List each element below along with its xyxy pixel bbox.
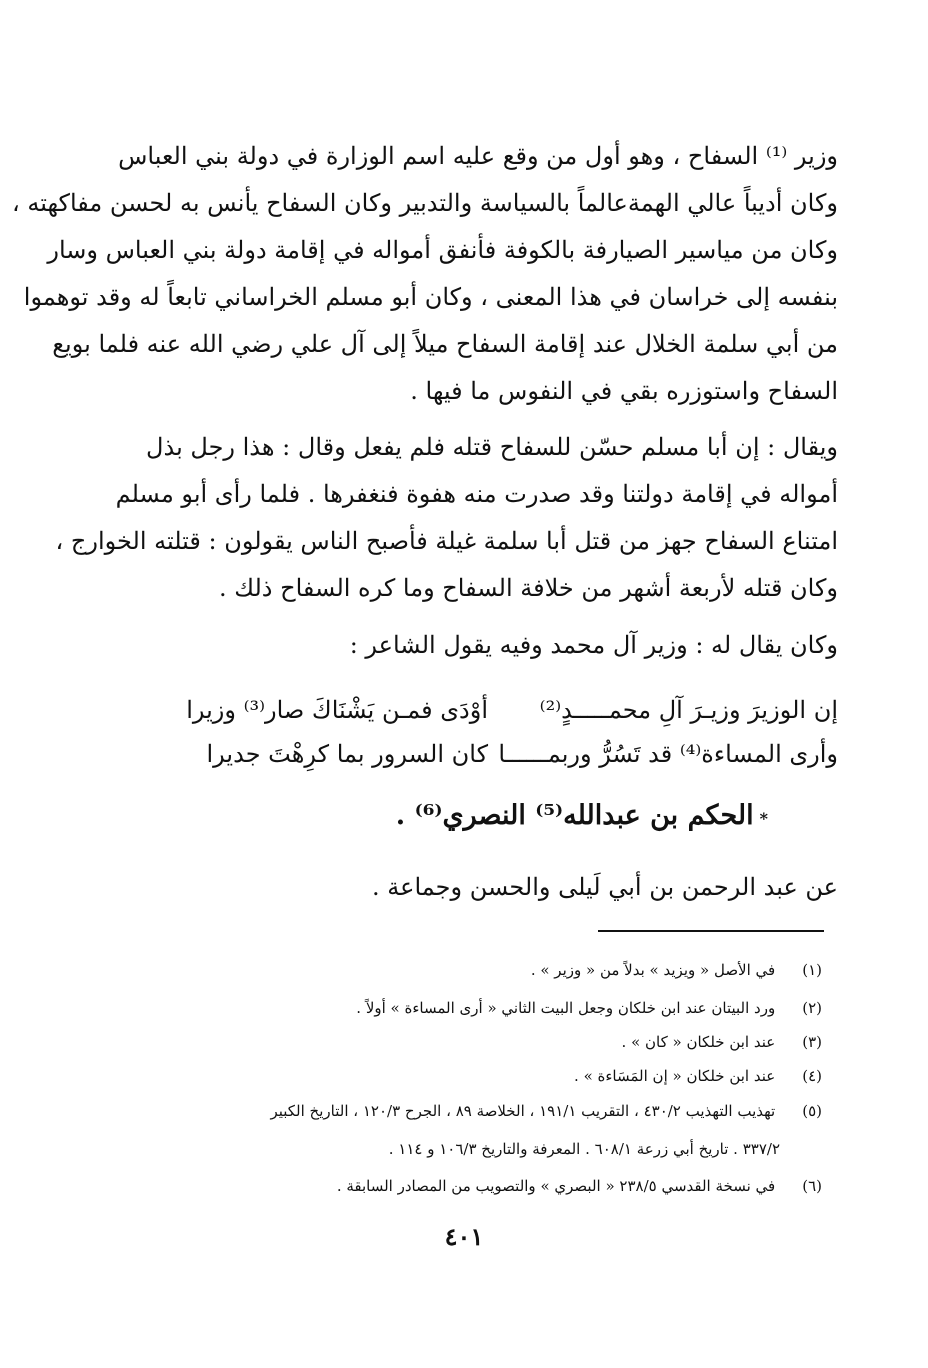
footnote [158,995,822,1021]
footnote-number: (٢) [802,999,822,1017]
entry-star: * [759,809,768,828]
poem [158,696,838,780]
footnote-text: تهذيب التهذيب ٤٣٠/٢ ، التقريب ١٩١/١ ، الخلاصة ٨٩ ، الجرح ١٢٠/٣ ، التاريخ الكبير [270,1102,776,1120]
text-line: أمواله في إقامة دولتنا وقد صدرت منه هفوة فنغفرها . فلما رأى أبو مسلم [115,480,838,508]
footnote-number: (٣) [802,1033,822,1051]
text-line: وكان أديباً عالي الهمةعالماً بالسياسة والتدبير وكان السفاح يأنس به لحسن مفاكهته ، [11,189,838,217]
text-line: عن عبد الرحمن بن أبي لَيلى والحسن وجماعة . [372,873,838,901]
text-line: ويقال : إن أبا مسلم حسّن للسفاح قتله فلم يفعل وقال : هذا رجل بذل [146,433,838,461]
poem-hemistich-second: كان السرور بما كرِهْتَ جديرا [206,740,488,768]
footnote-number: (١) [802,961,822,979]
entry-title: الحكم بن عبدالله⁽⁵⁾ النصري⁽⁶⁾ . [395,800,754,831]
text-line: وكان يقال له : وزير آل محمد وفيه يقول الشاعر : [349,631,838,659]
poem-hemistich-first: وأرى المساءة⁽⁴⁾ قد تَسُرُّ وربمــــــا [498,740,838,768]
footnote-continuation: ٣٣٧/٢ . تاريخ أبي زرعة ٦٠٨/١ . المعرفة والتاريخ ١٠٦/٣ و ١١٤ . [388,1140,780,1158]
paragraph-1 [11,133,838,415]
poem-hemistich-second: أوْدَى فمـن يَشْنَاكَ صار⁽³⁾ وزيرا [186,696,488,724]
footnote [158,1098,822,1124]
footnote [158,1173,822,1199]
text-line: وكان قتله لأربعة أشهر من خلافة السفاح وما كره السفاح ذلك . [218,574,838,602]
footnote-text: في الأصل « ويزيد » بدلاً من « وزير » . [530,961,776,979]
footnote [158,1029,822,1055]
poem-hemistich-first: إن الوزيرَ وزيـرَ آلِ محمـــــدٍ⁽²⁾ [539,696,838,724]
text-line: السفاح واستوزره بقي في النفوس ما فيها . [410,377,838,405]
entry-line [158,864,838,911]
text-line: وزير ⁽¹⁾ السفاح ، وهو أول من وقع عليه اسم الوزارة في دولة بني العباس [118,142,838,170]
footnote-text: عند ابن خلكان « كان » . [621,1033,776,1051]
footnote-number: (٤) [802,1067,822,1085]
footnote-text: في نسخة القدسي ٢٣٨/٥ « البصري » والتصويب من المصادر السابقة . [336,1177,776,1195]
footnote-number: (٦) [802,1177,822,1195]
paragraph-3 [158,622,838,669]
text-line: من أبي سلمة الخلال عند إقامة السفاح ميلاً إلى آل علي رضي الله عنه فلما بويع [52,330,838,358]
footnote [158,957,822,983]
text-line: امتناع السفاح جهز من قتل أبا سلمة غيلة فأصبح الناس يقولون : قتلته الخوارج ، [55,527,838,555]
entry-heading [396,800,768,831]
page-number: ٤٠١ [444,1222,484,1251]
footnote-text: ورد البيتان عند ابن خلكان وجعل البيت الثاني « أرى المساءة » أولاً . [356,999,776,1017]
footnote-text: عند ابن خلكان « إن المَسَاءة » . [574,1067,776,1085]
footnote-number: (٥) [802,1102,822,1120]
paragraph-2 [55,424,838,612]
poem-verse [158,696,838,736]
text-line: بنفسه إلى خراسان في هذا المعنى ، وكان أبو مسلم الخراساني تابعاً له وقد توهموا [23,283,838,311]
footnote [158,1063,822,1089]
footnote-separator [598,930,824,932]
poem-verse [158,740,838,780]
text-line: وكان من مياسير الصيارفة بالكوفة فأنفق أمواله في إقامة دولة بني العباس وسار [47,236,838,264]
